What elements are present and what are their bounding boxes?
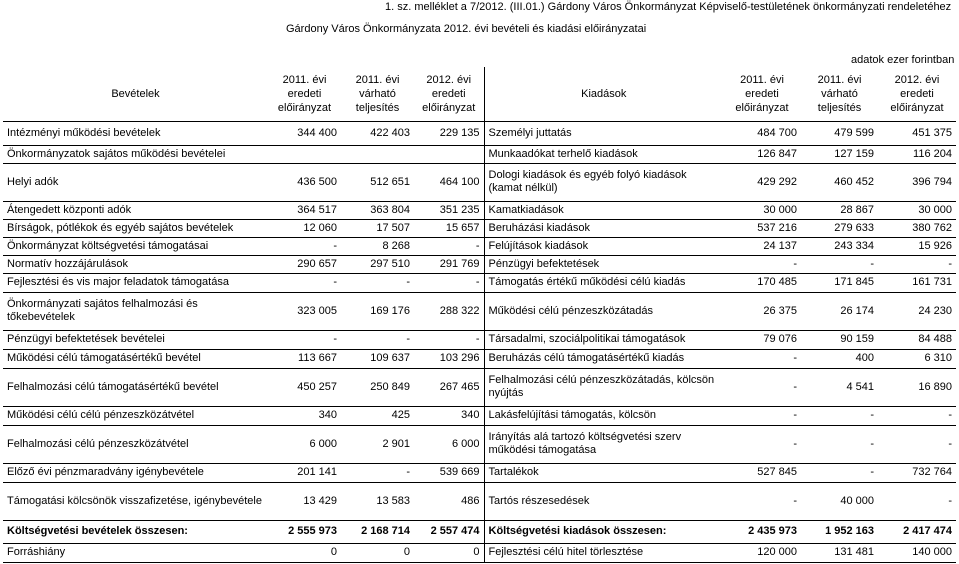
income-y2011-original: - <box>268 237 341 255</box>
unit-note: adatok ezer forintban <box>851 54 955 66</box>
table-row <box>3 292 956 330</box>
expense-label: Személyi juttatás <box>484 121 723 145</box>
table-row <box>3 121 956 145</box>
income-y2011-original: 323 005 <box>268 292 341 330</box>
expense-y2011-expected: 28 867 <box>801 201 878 219</box>
table-header-row <box>3 67 956 121</box>
income-label: Előző évi pénzmaradvány igénybevétele <box>3 463 268 482</box>
expense-y2011-original: - <box>723 406 801 425</box>
income-label: Önkormányzat költségvetési támogatásai <box>3 237 268 255</box>
income-y2011-original <box>268 145 341 163</box>
expense-y2011-original: - <box>723 349 801 368</box>
expense-y2012-original: 30 000 <box>878 201 956 219</box>
income-y2011-original: 113 667 <box>268 349 341 368</box>
expense-y2011-expected: 90 159 <box>801 330 878 349</box>
expense-label: Lakásfelújítási támogatás, kölcsön <box>484 406 723 425</box>
income-y2011-expected: 0 <box>341 543 414 562</box>
expense-y2012-original: 16 890 <box>878 368 956 406</box>
income-y2011-expected: 2 168 714 <box>341 520 414 543</box>
expense-y2012-original: 732 764 <box>878 463 956 482</box>
expense-y2011-original: 170 485 <box>723 273 801 292</box>
table-row <box>3 368 956 406</box>
expense-label: Beruházási kiadások <box>484 219 723 237</box>
expense-y2011-original: 527 845 <box>723 463 801 482</box>
income-label: Működési célú célú pénzeszközátvétel <box>3 406 268 425</box>
income-y2012-original: 539 669 <box>414 463 484 482</box>
table-row <box>3 163 956 201</box>
expense-y2011-original: 24 137 <box>723 237 801 255</box>
document-title: Gárdony Város Önkormányzata 2012. évi bevételi és kiadási előirányzatai <box>286 23 647 35</box>
income-label: Támogatási kölcsönök visszafizetése, igénybevétele <box>3 482 268 520</box>
income-y2012-original: 103 296 <box>414 349 484 368</box>
col-2011-expected-exp: 2011. évi várható teljesítés <box>801 67 878 121</box>
income-label: Önkormányzati sajátos felhalmozási és tőkebevételek <box>3 292 268 330</box>
income-y2012-original: 486 <box>414 482 484 520</box>
expense-y2011-original: 26 375 <box>723 292 801 330</box>
expense-y2011-expected: 40 000 <box>801 482 878 520</box>
income-y2011-expected: 17 507 <box>341 219 414 237</box>
col-2012-original-exp: 2012. évi eredeti előirányzat <box>878 67 956 121</box>
income-y2011-original: 2 555 973 <box>268 520 341 543</box>
expense-y2011-expected: 400 <box>801 349 878 368</box>
col-2011-original: 2011. évi eredeti előirányzat <box>268 67 341 121</box>
expense-y2011-original: - <box>723 425 801 463</box>
expense-y2011-original: 429 292 <box>723 163 801 201</box>
expense-label: Társadalmi, szociálpolitikai támogatások <box>484 330 723 349</box>
expense-y2012-original: 15 926 <box>878 237 956 255</box>
expense-y2012-original: - <box>878 406 956 425</box>
income-y2011-original: - <box>268 273 341 292</box>
income-y2011-expected: 2 901 <box>341 425 414 463</box>
expense-label: Munkaadókat terhelő kiadások <box>484 145 723 163</box>
income-y2011-expected <box>341 145 414 163</box>
expense-label: Tartalékok <box>484 463 723 482</box>
expense-y2011-expected: 1 952 163 <box>801 520 878 543</box>
table-row <box>3 425 956 463</box>
income-y2012-original: - <box>414 273 484 292</box>
income-label: Helyi adók <box>3 163 268 201</box>
income-label: Működési célú támogatásértékű bevétel <box>3 349 268 368</box>
table-row <box>3 145 956 163</box>
expense-y2012-original: 24 230 <box>878 292 956 330</box>
expense-y2011-original: - <box>723 368 801 406</box>
expense-label: Felhalmozási célú pénzeszközátadás, kölcsön nyújtás <box>484 368 723 406</box>
expense-y2011-expected: 479 599 <box>801 121 878 145</box>
expense-y2011-expected: 171 845 <box>801 273 878 292</box>
income-label: Költségvetési bevételek összesen: <box>3 520 268 543</box>
expense-y2011-expected: - <box>801 406 878 425</box>
expense-y2012-original: 84 488 <box>878 330 956 349</box>
expense-y2011-expected: - <box>801 425 878 463</box>
income-label: Pénzügyi befektetések bevételei <box>3 330 268 349</box>
expense-y2011-expected: - <box>801 255 878 273</box>
income-y2011-original: 450 257 <box>268 368 341 406</box>
income-y2012-original: 6 000 <box>414 425 484 463</box>
income-y2011-expected: 425 <box>341 406 414 425</box>
income-y2011-expected: 109 637 <box>341 349 414 368</box>
expense-y2011-expected: 243 334 <box>801 237 878 255</box>
income-y2012-original: - <box>414 237 484 255</box>
expense-label: Irányítás alá tartozó költségvetési szerv működési támogatása <box>484 425 723 463</box>
income-y2011-expected: 512 651 <box>341 163 414 201</box>
expense-y2012-original: 396 794 <box>878 163 956 201</box>
expense-y2012-original: 116 204 <box>878 145 956 163</box>
income-y2012-original: 267 465 <box>414 368 484 406</box>
income-label: Fejlesztési és vis major feladatok támogatása <box>3 273 268 292</box>
income-label: Forráshiány <box>3 543 268 562</box>
income-y2011-original: 340 <box>268 406 341 425</box>
expense-y2011-original: - <box>723 255 801 273</box>
expense-y2011-original: 537 216 <box>723 219 801 237</box>
income-y2011-original: 364 517 <box>268 201 341 219</box>
expense-y2011-original: 484 700 <box>723 121 801 145</box>
table-row <box>3 463 956 482</box>
expense-y2012-original: 2 417 474 <box>878 520 956 543</box>
expense-y2011-original: 2 435 973 <box>723 520 801 543</box>
expense-label: Kamatkiadások <box>484 201 723 219</box>
income-label: Bírságok, pótlékok és egyéb sajátos bevételek <box>3 219 268 237</box>
income-label: Intézményi működési bevételek <box>3 121 268 145</box>
income-y2011-original: 344 400 <box>268 121 341 145</box>
income-y2012-original: 464 100 <box>414 163 484 201</box>
table-row <box>3 349 956 368</box>
expense-y2012-original: 451 375 <box>878 121 956 145</box>
income-y2011-original: - <box>268 330 341 349</box>
table-row <box>3 219 956 237</box>
expense-y2011-expected: 4 541 <box>801 368 878 406</box>
expense-y2012-original: 140 000 <box>878 543 956 562</box>
expense-y2011-expected: 460 452 <box>801 163 878 201</box>
income-y2011-original: 436 500 <box>268 163 341 201</box>
budget-table <box>3 67 956 563</box>
expense-y2012-original: - <box>878 482 956 520</box>
income-label: Normatív hozzájárulások <box>3 255 268 273</box>
income-label: Felhalmozási célú pénzeszközátvétel <box>3 425 268 463</box>
expense-y2011-expected: 26 174 <box>801 292 878 330</box>
income-y2011-expected: 169 176 <box>341 292 414 330</box>
income-y2011-expected: 13 583 <box>341 482 414 520</box>
expense-label: Költségvetési kiadások összesen: <box>484 520 723 543</box>
income-y2012-original: 351 235 <box>414 201 484 219</box>
expense-y2012-original: 161 731 <box>878 273 956 292</box>
expense-y2011-original: 30 000 <box>723 201 801 219</box>
expense-y2012-original: - <box>878 425 956 463</box>
income-y2011-expected: 363 804 <box>341 201 414 219</box>
income-label: Önkormányzatok sajátos működési bevételei <box>3 145 268 163</box>
income-y2011-original: 201 141 <box>268 463 341 482</box>
income-y2012-original: 288 322 <box>414 292 484 330</box>
expense-column-title: Kiadások <box>484 67 723 121</box>
expense-y2012-original: 380 762 <box>878 219 956 237</box>
income-y2011-expected: 422 403 <box>341 121 414 145</box>
income-y2011-original: 290 657 <box>268 255 341 273</box>
expense-y2011-original: 120 000 <box>723 543 801 562</box>
income-y2012-original: 2 557 474 <box>414 520 484 543</box>
table-row <box>3 406 956 425</box>
income-y2012-original: - <box>414 330 484 349</box>
income-y2012-original <box>414 145 484 163</box>
income-y2011-expected: - <box>341 273 414 292</box>
expense-y2011-original: - <box>723 482 801 520</box>
table-row <box>3 273 956 292</box>
income-y2012-original: 15 657 <box>414 219 484 237</box>
income-y2012-original: 229 135 <box>414 121 484 145</box>
col-2011-original-exp: 2011. évi eredeti előirányzat <box>723 67 801 121</box>
expense-y2011-expected: 127 159 <box>801 145 878 163</box>
income-y2011-expected: 297 510 <box>341 255 414 273</box>
col-2011-expected: 2011. évi várható teljesítés <box>341 67 414 121</box>
expense-label: Működési célú pénzeszközátadás <box>484 292 723 330</box>
expense-y2011-expected: 279 633 <box>801 219 878 237</box>
income-y2011-expected: - <box>341 330 414 349</box>
table-row <box>3 201 956 219</box>
table-row <box>3 237 956 255</box>
table-row <box>3 255 956 273</box>
expense-y2011-expected: - <box>801 463 878 482</box>
annex-line: 1. sz. melléklet a 7/2012. (III.01.) Gárdony Város Önkormányzat Képviselő-testületének önkormányzati rendeletéhez <box>385 1 952 13</box>
income-y2011-expected: 250 849 <box>341 368 414 406</box>
expense-label: Tartós részesedések <box>484 482 723 520</box>
income-y2012-original: 291 769 <box>414 255 484 273</box>
totals-row <box>3 520 956 543</box>
col-2012-original: 2012. évi eredeti előirányzat <box>414 67 484 121</box>
income-y2011-original: 13 429 <box>268 482 341 520</box>
income-column-title: Bevételek <box>3 67 268 121</box>
expense-label: Dologi kiadások és egyéb folyó kiadások (kamat nélkül) <box>484 163 723 201</box>
income-y2011-expected: - <box>341 463 414 482</box>
expense-label: Pénzügyi befektetések <box>484 255 723 273</box>
deficit-row <box>3 543 956 562</box>
expense-y2012-original: - <box>878 255 956 273</box>
expense-y2012-original: 6 310 <box>878 349 956 368</box>
expense-label: Támogatás értékű működési célú kiadás <box>484 273 723 292</box>
expense-label: Felújítások kiadások <box>484 237 723 255</box>
expense-label: Beruházás célú támogatásértékű kiadás <box>484 349 723 368</box>
income-label: Felhalmozási célú támogatásértékű bevétel <box>3 368 268 406</box>
income-y2011-expected: 8 268 <box>341 237 414 255</box>
income-y2012-original: 0 <box>414 543 484 562</box>
expense-y2011-expected: 131 481 <box>801 543 878 562</box>
table-row <box>3 330 956 349</box>
income-y2011-original: 6 000 <box>268 425 341 463</box>
income-label: Átengedett központi adók <box>3 201 268 219</box>
income-y2011-original: 0 <box>268 543 341 562</box>
income-y2012-original: 340 <box>414 406 484 425</box>
table-row <box>3 482 956 520</box>
expense-label: Fejlesztési célú hitel törlesztése <box>484 543 723 562</box>
income-y2011-original: 12 060 <box>268 219 341 237</box>
expense-y2011-original: 79 076 <box>723 330 801 349</box>
expense-y2011-original: 126 847 <box>723 145 801 163</box>
